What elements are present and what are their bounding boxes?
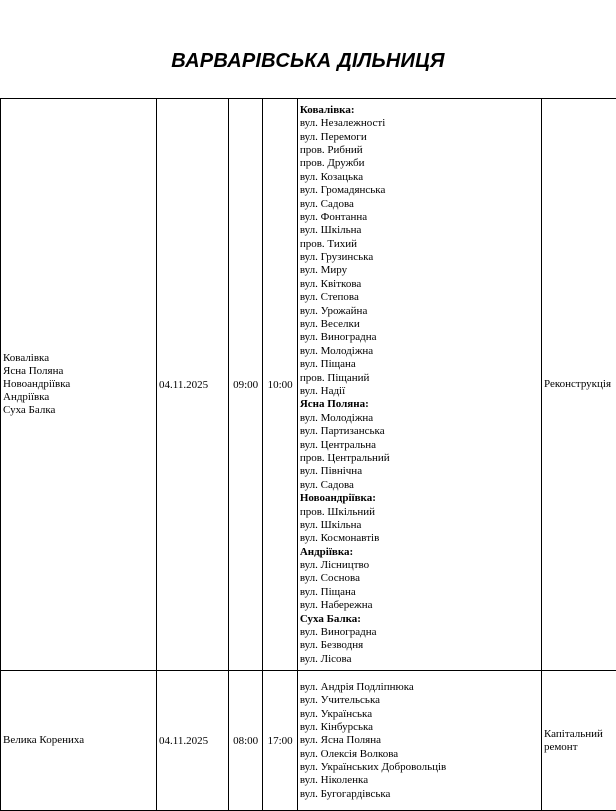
streets-cell bbox=[297, 671, 541, 811]
date-cell: 04.11.2025 bbox=[157, 99, 229, 671]
settlement-header: Ковалівка: bbox=[300, 104, 539, 117]
street-item: вул. Миру bbox=[300, 264, 539, 277]
street-item: вул. Незалежності bbox=[300, 117, 539, 130]
settlement-name: Велика Корениха bbox=[3, 734, 154, 747]
end-time-cell: 10:00 bbox=[263, 99, 297, 671]
street-item: пров. Рибний bbox=[300, 144, 539, 157]
streets-cell bbox=[297, 99, 541, 671]
street-item: вул. Шкільна bbox=[300, 519, 539, 532]
street-item: вул. Безводня bbox=[300, 639, 539, 652]
start-time-cell: 08:00 bbox=[228, 671, 262, 811]
street-item: вул. Космонавтів bbox=[300, 532, 539, 545]
street-item: вул. Громадянська bbox=[300, 184, 539, 197]
street-item: вул. Партизанська bbox=[300, 425, 539, 438]
work-type-list bbox=[544, 378, 615, 391]
street-item: вул. Виноградна bbox=[300, 331, 539, 344]
street-item: вул. Перемоги bbox=[300, 131, 539, 144]
settlement-header: Суха Балка: bbox=[300, 613, 539, 626]
street-item: вул. Садова bbox=[300, 479, 539, 492]
work-type-cell bbox=[541, 99, 616, 671]
settlement-name: Ковалівка bbox=[3, 352, 154, 365]
street-item: вул. Лісова bbox=[300, 653, 539, 666]
street-item: вул. Молодіжна bbox=[300, 345, 539, 358]
work-type-cell bbox=[541, 671, 616, 811]
street-item: вул. Кінбурська bbox=[300, 721, 539, 734]
settlement-name: Новоандріївка bbox=[3, 378, 154, 391]
street-item: вул. Учительська bbox=[300, 694, 539, 707]
street-item: вул. Олексія Волкова bbox=[300, 748, 539, 761]
street-item: вул. Андрія Подліпнюка bbox=[300, 681, 539, 694]
street-item: вул. Українська bbox=[300, 708, 539, 721]
date-cell: 04.11.2025 bbox=[157, 671, 229, 811]
street-item: вул. Козацька bbox=[300, 171, 539, 184]
page-title: ВАРВАРІВСЬКА ДІЛЬНИЦЯ bbox=[0, 50, 616, 73]
settlements-cell bbox=[1, 671, 157, 811]
street-item: вул. Набережна bbox=[300, 599, 539, 612]
street-item: вул. Садова bbox=[300, 198, 539, 211]
start-time-cell: 09:00 bbox=[228, 99, 262, 671]
settlement-header: Новоандріївка: bbox=[300, 492, 539, 505]
street-item: вул. Грузинська bbox=[300, 251, 539, 264]
street-item: вул. Ніколенка bbox=[300, 774, 539, 787]
work-type-line: Реконструкція bbox=[544, 378, 615, 391]
street-item: вул. Ясна Поляна bbox=[300, 734, 539, 747]
street-item: вул. Урожайна bbox=[300, 305, 539, 318]
street-item: вул. Північна bbox=[300, 465, 539, 478]
street-item: пров. Шкільний bbox=[300, 506, 539, 519]
settlements-list bbox=[3, 734, 154, 747]
street-item: пров. Тихий bbox=[300, 238, 539, 251]
street-item: пров. Дружби bbox=[300, 157, 539, 170]
streets-list bbox=[300, 680, 539, 802]
work-type-line: Капітальний bbox=[544, 728, 615, 741]
street-item: вул. Надії bbox=[300, 385, 539, 398]
street-item: пров. Піщаний bbox=[300, 372, 539, 385]
settlement-header: Ясна Поляна: bbox=[300, 398, 539, 411]
street-item: пров. Центральний bbox=[300, 452, 539, 465]
settlement-header: Андріївка: bbox=[300, 546, 539, 559]
street-item: вул. Українських Добровольців bbox=[300, 761, 539, 774]
street-item: вул. Молодіжна bbox=[300, 412, 539, 425]
outage-schedule-table bbox=[0, 98, 616, 811]
street-item: вул. Виноградна bbox=[300, 626, 539, 639]
table-row bbox=[1, 671, 616, 811]
street-item: вул. Веселки bbox=[300, 318, 539, 331]
work-type-line: ремонт bbox=[544, 741, 615, 754]
settlement-name: Ясна Поляна bbox=[3, 365, 154, 378]
street-item: вул. Лісництво bbox=[300, 559, 539, 572]
table-row bbox=[1, 99, 616, 671]
end-time-cell: 17:00 bbox=[263, 671, 297, 811]
street-item: вул. Степова bbox=[300, 291, 539, 304]
work-type-list bbox=[544, 728, 615, 754]
streets-list bbox=[300, 103, 539, 666]
settlements-list bbox=[3, 352, 154, 417]
street-item: вул. Шкільна bbox=[300, 224, 539, 237]
settlements-cell bbox=[1, 99, 157, 671]
street-item: вул. Бугогардівська bbox=[300, 788, 539, 801]
street-item: вул. Фонтанна bbox=[300, 211, 539, 224]
street-item: вул. Піщана bbox=[300, 358, 539, 371]
settlement-name: Андріївка bbox=[3, 391, 154, 404]
street-item: вул. Піщана bbox=[300, 586, 539, 599]
street-item: вул. Квіткова bbox=[300, 278, 539, 291]
street-item: вул. Соснова bbox=[300, 572, 539, 585]
settlement-name: Суха Балка bbox=[3, 404, 154, 417]
street-item: вул. Центральна bbox=[300, 439, 539, 452]
